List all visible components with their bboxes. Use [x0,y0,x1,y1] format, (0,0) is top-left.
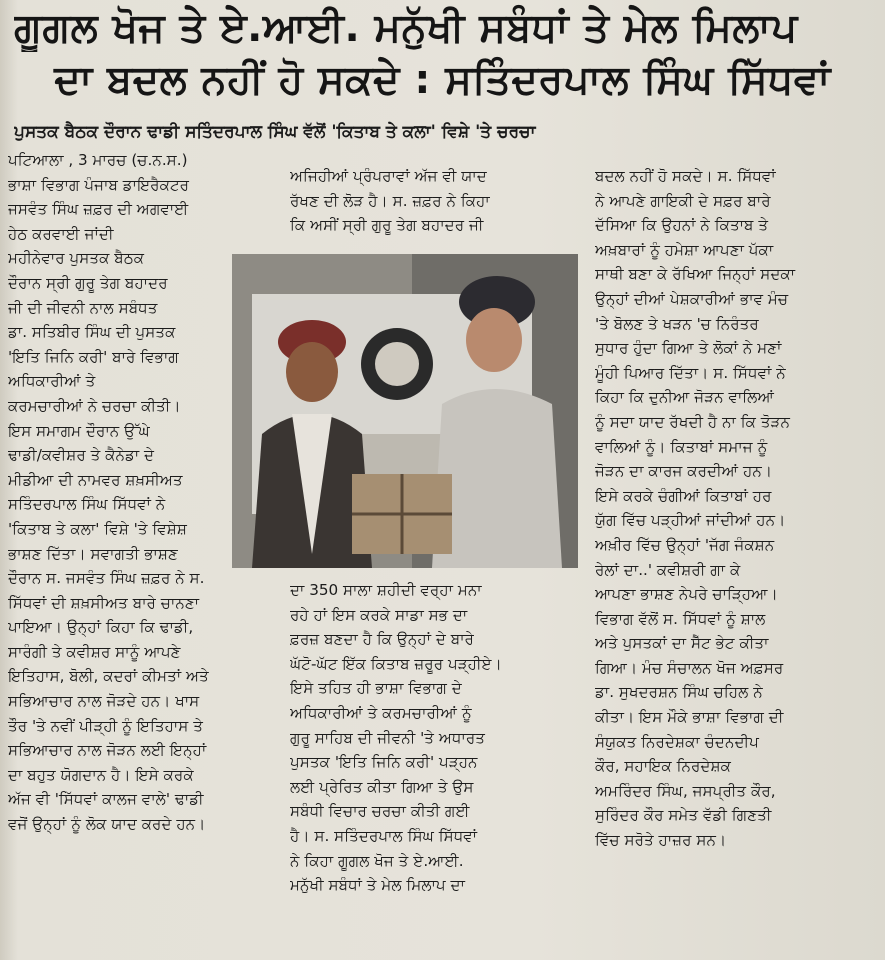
text-line: ਅਮਰਿੰਦਰ ਸਿੰਘ, ਜਸਪ੍ਰੀਤ ਕੌਰ, [595,781,776,800]
text-line: ਅਧਿਕਾਰੀਆਂ ਤੇ ਕਰਮਚਾਰੀਆਂ ਨੂੰ [290,703,472,722]
text-line: ਮੂੰਹੀ ਪਿਆਰ ਦਿੱਤਾ। ਸ. ਸਿੱਧਵਾਂ ਨੇ [595,363,786,382]
subheadline: ਪੁਸਤਕ ਬੈਠਕ ਦੌਰਾਨ ਢਾਡੀ ਸਤਿੰਦਰਪਾਲ ਸਿੰਘ ਵੱਲੋਂ 'ਕਿਤਾਬ ਤੇ ਕਲਾ' ਵਿਸ਼ੇ 'ਤੇ ਚਰਚਾ [14,122,536,142]
text-line: ਇਸੇ ਤਹਿਤ ਹੀ ਭਾਸ਼ਾ ਵਿਭਾਗ ਦੇ [290,679,462,698]
text-line: ਸਾਥੀ ਬਣਾ ਕੇ ਰੱਖਿਆ ਜਿਨ੍ਹਾਂ ਸਦਕਾ [595,265,796,284]
text-line: ਜਸਵੰਤ ਸਿੰਘ ਜ਼ਫ਼ਰ ਦੀ ਅਗਵਾਈ [8,200,189,219]
text-line: ਸੁਰਿੰਦਰ ਕੌਰ ਸਮੇਤ ਵੱਡੀ ਗਿਣਤੀ [595,806,772,825]
text-line: ਗੁਰੂ ਸਾਹਿਬ ਦੀ ਜੀਵਨੀ 'ਤੇ ਅਧਾਰਤ [290,728,485,747]
text-line: ਕਿਹਾ ਕਿ ਦੁਨੀਆ ਜੋੜਨ ਵਾਲਿਆਂ [595,388,775,407]
text-line: 'ਤੇ ਬੋਲਣ ਤੇ ਖੜਨ 'ਚ ਨਿਰੰਤਰ [595,314,759,333]
text-line: ਸਭਿਆਚਾਰ ਨਾਲ ਜੋੜਦੇ ਹਨ। ਖਾਸ [8,692,200,711]
text-line: ਸੁਧਾਰ ਹੁੰਦਾ ਗਿਆ ਤੇ ਲੋਕਾਂ ਨੇ ਮਣਾਂ [595,339,782,358]
text-line: ਗਿਆ। ਮੰਚ ਸੰਚਾਲਨ ਖੋਜ ਅਫ਼ਸਰ [595,658,784,677]
text-line: ਇਤਿਹਾਸ, ਬੋਲੀ, ਕਦਰਾਂ ਕੀਮਤਾਂ ਅਤੇ [8,667,209,686]
text-line: ਅੱਜ ਵੀ 'ਸਿੱਧਵਾਂ ਕਾਲਜ ਵਾਲੇ' ਢਾਡੀ [8,790,204,809]
text-line: ਵਿੱਚ ਸਰੋਤੇ ਹਾਜ਼ਰ ਸਨ। [595,831,727,850]
text-line: ਉਨ੍ਹਾਂ ਦੀਆਂ ਪੇਸ਼ਕਾਰੀਆਂ ਭਾਵ ਮੰਚ [595,289,789,308]
headline-line-1: ਗੂਗਲ ਖੋਜ ਤੇ ਏ.ਆਈ. ਮਨੁੱਖੀ ਸਬੰਧਾਂ ਤੇ ਮੇਲ ਮਿਲਾਪ [14,5,798,51]
text-line: ਨੂੰ ਸਦਾ ਯਾਦ ਰੱਖਦੀ ਹੈ ਨਾ ਕਿ ਤੋੜਨ [595,412,790,431]
text-line: ਡਾ. ਸਤਿਬੀਰ ਸਿੰਘ ਦੀ ਪੁਸਤਕ [8,323,176,342]
text-line: ਸਬੰਧੀ ਵਿਚਾਰ ਚਰਚਾ ਕੀਤੀ ਗਈ [290,802,470,821]
text-line: ਮੀਡੀਆ ਦੀ ਨਾਮਵਰ ਸ਼ਖ਼ਸੀਅਤ [8,470,183,489]
text-line: ਆਪਣਾ ਭਾਸ਼ਣ ਨੇਪਰੇ ਚਾੜ੍ਹਿਆ। [595,585,778,604]
text-line: ਦਾ ਬਹੁਤ ਯੋਗਦਾਨ ਹੈ। ਇਸੇ ਕਰਕੇ [8,765,194,784]
text-line: ਸਿੱਧਵਾਂ ਦੀ ਸ਼ਖ਼ਸੀਅਤ ਬਾਰੇ ਚਾਨਣਾ [8,593,200,612]
text-line: ਨੇ ਕਿਹਾ ਗੂਗਲ ਖੋਜ ਤੇ ਏ.ਆਈ. [290,851,464,870]
text-line: ਅਤੇ ਪੁਸਤਕਾਂ ਦਾ ਸੈੱਟ ਭੇਟ ਕੀਤਾ [595,634,769,653]
text-line: ਢਾਡੀ/ਕਵੀਸ਼ਰ ਤੇ ਕੈਨੇਡਾ ਦੇ [8,446,155,465]
text-line: ਬਦਲ ਨਹੀਂ ਹੋ ਸਕਦੇ। ਸ. ਸਿੱਧਵਾਂ [595,167,776,185]
text-line: ਭਾਸ਼ਣ ਦਿੱਤਾ। ਸਵਾਗਤੀ ਭਾਸ਼ਣ [8,544,178,563]
article-column-2-top [290,164,578,254]
headline-line-2: ਦਾ ਬਦਲ ਨਹੀਂ ਹੋ ਸਕਦੇ : ਸਤਿੰਦਰਪਾਲ ਸਿੰਘ ਸਿੱਧਵਾਂ [54,57,831,103]
text-line: ਰੱਖਣ ਦੀ ਲੋੜ ਹੈ। ਸ. ਜ਼ਫ਼ਰ ਨੇ ਕਿਹਾ [290,191,490,210]
text-line: ਯੁੱਗ ਵਿੱਚ ਪੜ੍ਹੀਆਂ ਜਾਂਦੀਆਂ ਹਨ। [595,511,786,530]
text-line: ਰਹੇ ਹਾਂ ਇਸ ਕਰਕੇ ਸਾਡਾ ਸਭ ਦਾ [290,605,468,624]
text-line: ਤੌਰ 'ਤੇ ਨਵੀਂ ਪੀੜ੍ਹੀ ਨੂੰ ਇਤਿਹਾਸ ਤੇ [8,716,203,735]
text-line: ਦੱਸਿਆ ਕਿ ਉਹਨਾਂ ਨੇ ਕਿਤਾਬ ਤੇ [595,216,769,235]
text-line: ਦੌਰਾਨ ਸ੍ਰੀ ਗੁਰੂ ਤੇਗ ਬਹਾਦਰ [8,273,168,292]
text-line: ਹੈ। ਸ. ਸਤਿੰਦਰਪਾਲ ਸਿੰਘ ਸਿੱਧਵਾਂ [290,826,478,845]
text-line: ਦੌਰਾਨ ਸ. ਜਸਵੰਤ ਸਿੰਘ ਜ਼ਫ਼ਰ ਨੇ ਸ. [8,569,205,588]
text-line: ਇਸ ਸਮਾਗਮ ਦੌਰਾਨ ਉੱਘੇ [8,421,150,440]
article-column-3 [595,164,881,958]
text-line: ਮਨੁੱਖੀ ਸਬੰਧਾਂ ਤੇ ਮੇਲ ਮਿਲਾਪ ਦਾ [290,876,465,895]
text-line: ਪਟਿਆਲਾ , 3 ਮਾਰਚ (ਚ.ਨ.ਸ.) [8,151,188,169]
text-line: ਡਾ. ਸੁਖਦਰਸ਼ਨ ਸਿੰਘ ਚਹਿਲ ਨੇ [595,683,763,702]
article-column-2-bottom [290,578,580,958]
news-photo-illustration [232,254,578,568]
text-line: ਅਖ਼ੀਰ ਵਿੱਚ ਉਨ੍ਹਾਂ 'ਜੱਗ ਜੰਕਸ਼ਨ [595,535,775,554]
text-line: ਕੌਰ, ਸਹਾਇਕ ਨਿਰਦੇਸ਼ਕ [595,757,731,776]
text-line: ਅਜਿਹੀਆਂ ਪ੍ਰੰਪਰਾਵਾਂ ਅੱਜ ਵੀ ਯਾਦ [290,167,487,185]
text-line: ਪੁਸਤਕ 'ਇਤਿ ਜਿਨਿ ਕਰੀ' ਪੜ੍ਹਨ [290,753,478,772]
text-line: ਭਾਸ਼ਾ ਵਿਭਾਗ ਪੰਜਾਬ ਡਾਇਰੈਕਟਰ [8,175,190,194]
text-line: ਪਾਇਆ। ਉਨ੍ਹਾਂ ਕਿਹਾ ਕਿ ਢਾਡੀ, [8,618,194,637]
text-line: ਸੰਯੁਕਤ ਨਿਰਦੇਸ਼ਕਾ ਚੰਦਨਦੀਪ [595,732,759,751]
text-line: ਨੇ ਆਪਣੇ ਗਾਇਕੀ ਦੇ ਸਫ਼ਰ ਬਾਰੇ [595,191,771,210]
text-line: ਕੀਤਾ। ਇਸ ਮੌਕੇ ਭਾਸ਼ਾ ਵਿਭਾਗ ਦੀ [595,708,784,727]
text-line: ਫ਼ਰਜ਼ ਬਣਦਾ ਹੈ ਕਿ ਉਨ੍ਹਾਂ ਦੇ ਬਾਰੇ [290,630,474,649]
text-line: ਵਿਭਾਗ ਵੱਲੋਂ ਸ. ਸਿੱਧਵਾਂ ਨੂੰ ਸ਼ਾਲ [595,609,766,628]
text-line: ਜੀ ਦੀ ਜੀਵਨੀ ਨਾਲ ਸਬੰਧਤ [8,298,158,317]
text-line: ਅਧਿਕਾਰੀਆਂ ਤੇ [8,372,96,391]
text-line: ਜੋੜਨ ਦਾ ਕਾਰਜ ਕਰਦੀਆਂ ਹਨ। [595,462,773,481]
text-line: ਹੇਠ ਕਰਵਾਈ ਜਾਂਦੀ [8,224,114,243]
text-line: ਦਾ 350 ਸਾਲਾ ਸ਼ਹੀਦੀ ਵਰ੍ਹਾ ਮਨਾ [290,581,482,599]
text-line: 'ਕਿਤਾਬ ਤੇ ਕਲਾ' ਵਿਸ਼ੇ 'ਤੇ ਵਿਸ਼ੇਸ਼ [8,519,188,538]
text-line: ਲਈ ਪ੍ਰੇਰਿਤ ਕੀਤਾ ਗਿਆ ਤੇ ਉਸ [290,777,474,796]
text-line: ਕਿ ਅਸੀਂ ਸ੍ਰੀ ਗੁਰੂ ਤੇਗ ਬਹਾਦਰ ਜੀ [290,216,484,235]
text-line: 'ਇਤਿ ਜਿਨਿ ਕਰੀ' ਬਾਰੇ ਵਿਭਾਗ [8,347,179,366]
text-line: ਅਖ਼ਬਾਰਾਂ ਨੂੰ ਹਮੇਸ਼ਾ ਆਪਣਾ ਪੱਕਾ [595,240,774,259]
text-line: ਵਜੋਂ ਉਨ੍ਹਾਂ ਨੂੰ ਲੋਕ ਯਾਦ ਕਰਦੇ ਹਨ। [8,815,206,834]
text-line: ਸਭਿਆਚਾਰ ਨਾਲ ਜੋੜਨ ਲਈ ਇਨ੍ਹਾਂ [8,741,207,760]
text-line: ਇਸੇ ਕਰਕੇ ਚੰਗੀਆਂ ਕਿਤਾਬਾਂ ਹਰ [595,486,772,505]
text-line: ਰੇਲਾਂ ਦਾ..' ਕਵੀਸ਼ਰੀ ਗਾ ਕੇ [595,560,741,579]
text-line: ਸਤਿੰਦਰਪਾਲ ਸਿੰਘ ਸਿੱਧਵਾਂ ਨੇ [8,495,166,514]
text-line: ਘੱਟੋ-ਘੱਟ ਇੱਕ ਕਿਤਾਬ ਜ਼ਰੂਰ ਪੜ੍ਹੀਏ। [290,654,502,673]
text-line: ਵਾਲਿਆਂ ਨੂੰ। ਕਿਤਾਬਾਂ ਸਮਾਜ ਨੂੰ [595,437,768,456]
text-line: ਸਾਰੰਗੀ ਤੇ ਕਵੀਸ਼ਰ ਸਾਨੂੰ ਆਪਣੇ [8,642,181,661]
text-line: ਮਹੀਨੇਵਾਰ ਪੁਸਤਕ ਬੈਠਕ [8,249,145,268]
text-line: ਕਰਮਚਾਰੀਆਂ ਨੇ ਚਰਚਾ ਕੀਤੀ। [8,396,181,415]
news-photo [232,254,578,568]
